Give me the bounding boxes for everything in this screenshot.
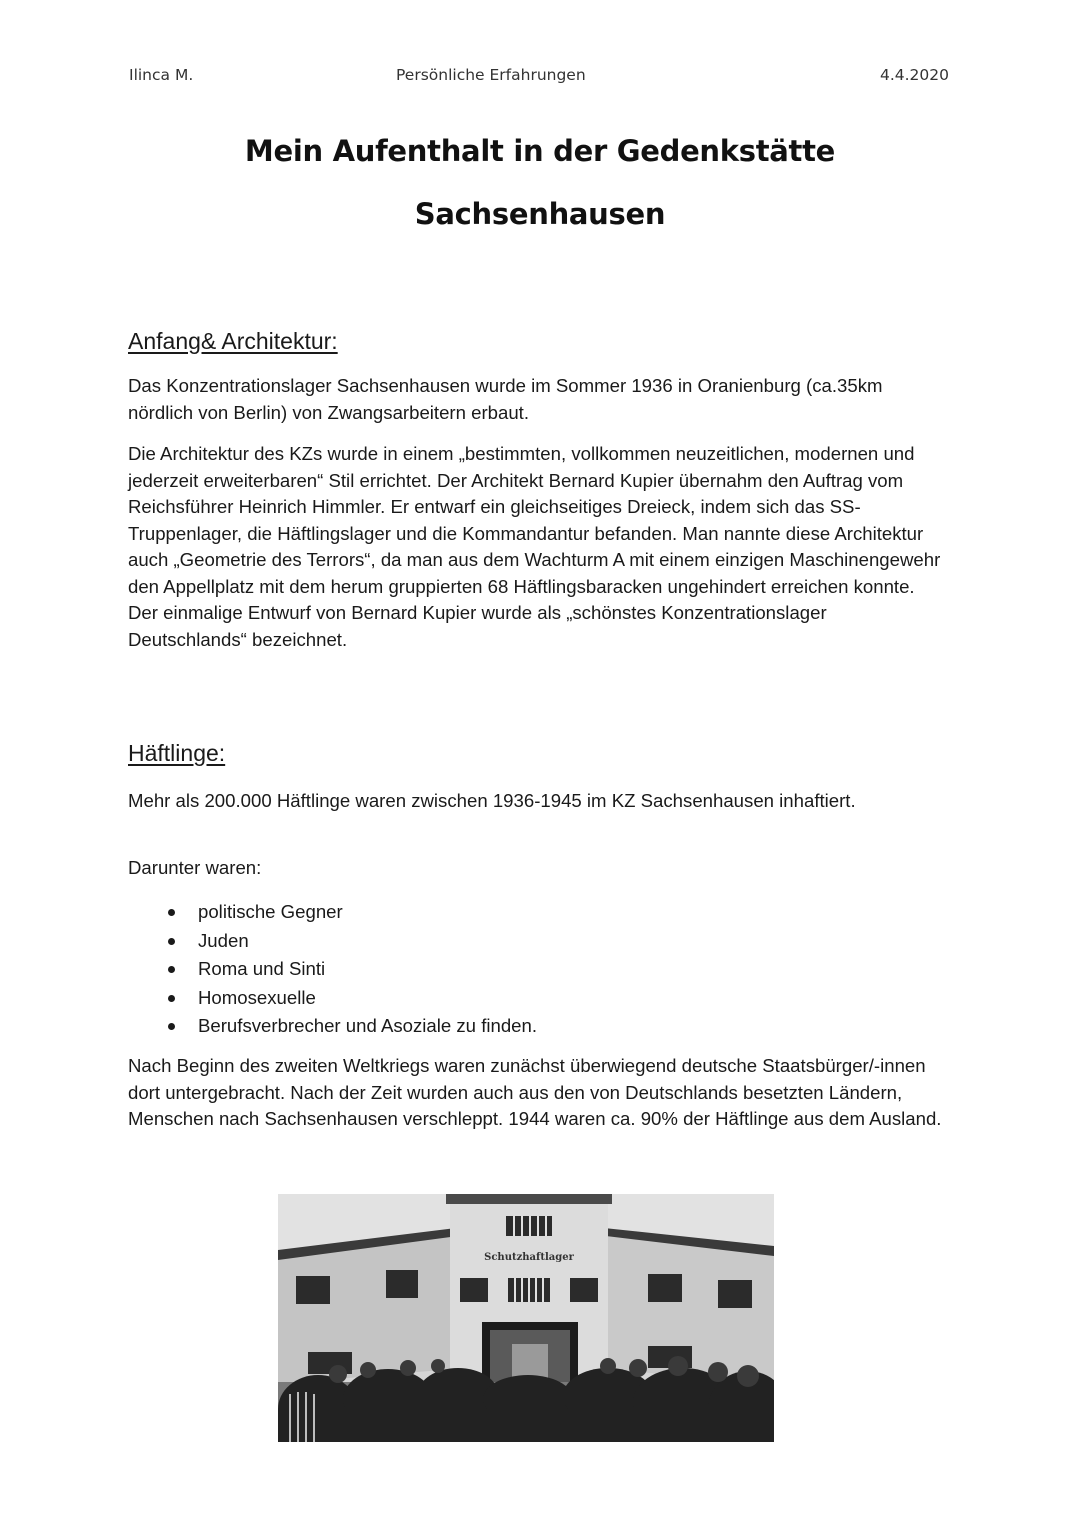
document-title-line-2: Sachsenhausen <box>414 197 666 231</box>
section-heading-architecture: Anfang& Architektur: <box>128 328 338 354</box>
paragraph-architecture: Die Architektur des KZs wurde in einem „bestimmten, vollkommen neuzeitlichen, modernen und jederzeit erweiterbaren“ Stil errichtet. Der Architekt Bernard Kupier übernahm den Auftrag vom Reichsführer Heinrich Himmler. Er entwarf ein gleichseitiges Dreieck, indem sich das SS-Truppenlager, die Häftlingslager und die Kommandantur befanden. Man nannte diese Architektur auch „Geometrie des Terrors“, da man aus dem Wachturm A mit einem einzigen Maschinengewehr den Appellplatz mit dem herum gruppierten 68 Häftlingsbaracken ungehindert erreichen konnte. Der einmalige Entwurf von Bernard Kupier wurde als „schönstes Konzentrationslager Deutschlands“ bezeichnet. <box>128 443 941 650</box>
list-item: Roma und Sinti <box>128 955 537 984</box>
list-label: Darunter waren: <box>128 857 262 878</box>
camp-gate-photo <box>278 1194 774 1442</box>
list-item: politische Gegner <box>128 898 537 927</box>
page-header <box>0 66 1080 90</box>
header-date: 4.4.2020 <box>879 66 949 84</box>
header-subject: Persönliche Erfahrungen <box>396 66 586 84</box>
bullet-icon <box>168 966 175 973</box>
sign-text: Schutzhaftlager <box>484 1252 574 1263</box>
list-item: Homosexuelle <box>128 984 537 1013</box>
list-item: Juden <box>128 927 537 956</box>
bullet-icon <box>168 909 175 916</box>
bullet-icon <box>168 1023 175 1030</box>
bullet-icon <box>168 995 175 1002</box>
paragraph-prisoner-count: Mehr als 200.000 Häftlinge waren zwischen 1936-1945 im KZ Sachsenhausen inhaftiert. <box>128 790 856 811</box>
prisoner-groups-list <box>128 898 537 1041</box>
header-author: Ilinca M. <box>129 66 194 84</box>
paragraph-founding: Das Konzentrationslager Sachsenhausen wurde im Sommer 1936 in Oranienburg (ca.35km nördlich von Berlin) von Zwangsarbeitern erbaut. <box>128 375 883 423</box>
document-title-line-1: Mein Aufenthalt in der Gedenkstätte <box>244 134 836 168</box>
section-heading-prisoners: Häftlinge: <box>128 740 226 766</box>
paragraph-deportation: Nach Beginn des zweiten Weltkriegs waren zunächst überwiegend deutsche Staatsbürger/-innen dort untergebracht. Nach der Zeit wurden auch aus den von Deutschlands besetzten Ländern, Menschen nach Sachsenhausen verschleppt. 1944 waren ca. 90% der Häftlinge aus dem Ausland. <box>128 1055 942 1129</box>
list-item: Berufsverbrecher und Asoziale zu finden. <box>128 1012 537 1041</box>
bullet-icon <box>168 938 175 945</box>
